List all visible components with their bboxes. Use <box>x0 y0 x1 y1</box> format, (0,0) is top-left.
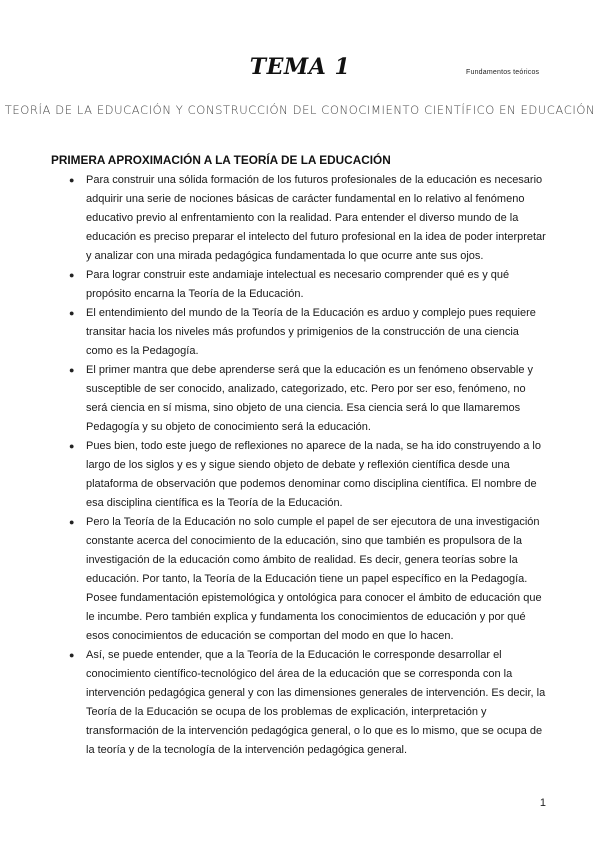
list-item <box>70 304 548 361</box>
document-subtitle: TEORÍA DE LA EDUCACIÓN Y CONSTRUCCIÓN DEL CONOCIMIENTO CIENTÍFICO EN EDUCACIÓN <box>4 103 596 117</box>
bullet-icon: ● <box>69 175 75 185</box>
topic-tag: Fundamentos teóricos <box>466 69 540 76</box>
list-item-text: Así, se puede entender, que a la Teoría de la Educación le corresponde desarrollar el conocimiento científico-tecnológico del área de la educación que se corresponda con la intervención pedagógica general y con las dimensiones generales de intervención. Es decir, la Teoría de la Educación se ocupa de los problemas de explicación, interpretación y transformación de la intervención pedagógica general, o lo que es lo mismo, que se ocupa de la teoría y de la tecnología de la intervención pedagógica general. <box>86 649 546 756</box>
bullet-icon: ● <box>69 270 75 280</box>
list-item-text: El primer mantra que debe aprenderse será que la educación es un fenómeno observable y susceptible de ser conocido, analizado, categorizado, etc. Pero por ser eso, fenómeno, no será ciencia en sí misma, sino objeto de una ciencia. Esa ciencia será lo que llamaremos Pedagogía y su objeto de conocimiento será la educación. <box>86 364 533 433</box>
list-item <box>70 513 548 646</box>
list-item <box>70 266 548 304</box>
list-item <box>70 437 548 513</box>
page-number: 1 <box>539 797 546 809</box>
page-title: TEMA 1 <box>249 54 351 80</box>
list-item-text: Pero la Teoría de la Educación no solo cumple el papel de ser ejecutora de una investigación constante acerca del conocimiento de la educación, sino que también es propulsora de la investigación de la educación como ámbito de realidad. Es decir, genera teorías sobre la educación. Por tanto, la Teoría de la Educación tiene un papel específico en la Pedagogía. Posee fundamentación epistemológica y ontológica para conocer el ámbito de educación que le incumbe. Pero también explica y fundamenta los conocimientos de educación y por qué esos conocimientos de educación se comportan del modo en que lo hacen. <box>86 516 542 642</box>
list-item-text: El entendimiento del mundo de la Teoría de la Educación es arduo y complejo pues requiere transitar hacia los niveles más profundos y primigenios de la construcción de una ciencia como es la Pedagogía. <box>86 307 536 357</box>
bullet-icon: ● <box>69 517 75 527</box>
bullet-icon: ● <box>69 441 75 451</box>
bullet-icon: ● <box>69 308 75 318</box>
list-item <box>70 646 548 760</box>
bullet-list <box>70 171 548 760</box>
section-heading: PRIMERA APROXIMACIÓN A LA TEORÍA DE LA EDUCACIÓN <box>51 153 391 167</box>
list-item-text: Para construir una sólida formación de los futuros profesionales de la educación es necesario adquirir una serie de nociones básicas de carácter fundamental en lo relativo al fenómeno educativo previo al enfrentamiento con la realidad. Para entender el diverso mundo de la educación es preciso preparar el intelecto del futuro profesional en la idea de poder interpretar y analizar con una mirada pedagógica fundamentada lo que ocurre ante sus ojos. <box>86 174 546 262</box>
list-item-text: Para lograr construir este andamiaje intelectual es necesario comprender qué es y qué propósito encarna la Teoría de la Educación. <box>86 269 510 300</box>
list-item <box>70 361 548 437</box>
list-item <box>70 171 548 266</box>
bullet-icon: ● <box>69 650 75 660</box>
list-item-text: Pues bien, todo este juego de reflexiones no aparece de la nada, se ha ido construyendo a lo largo de los siglos y es y sigue siendo objeto de debate y reflexión científica desde una plataforma de observación que podemos denominar como disciplina científica. El nombre de esa disciplina científica es la Teoría de la Educación. <box>86 440 541 509</box>
bullet-icon: ● <box>69 365 75 375</box>
